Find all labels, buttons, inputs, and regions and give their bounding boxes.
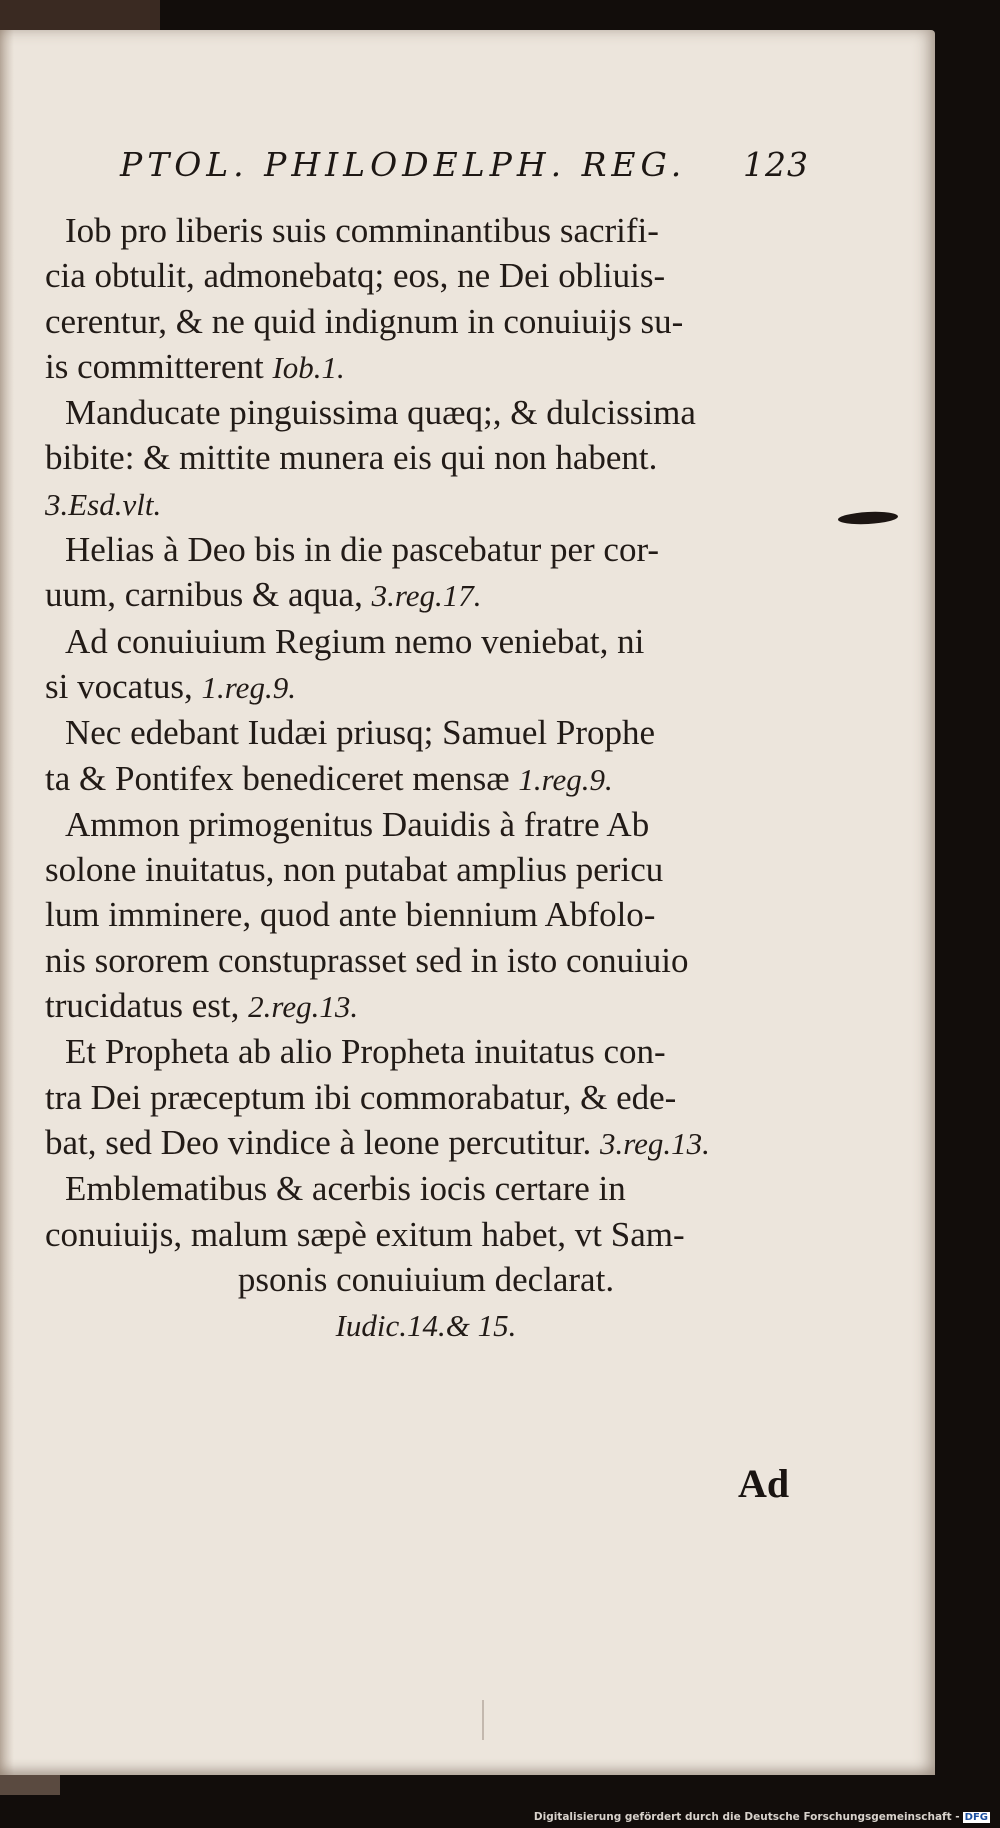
text-line xyxy=(45,710,807,755)
scripture-reference: 3.reg.17. xyxy=(371,578,482,614)
text-line xyxy=(45,1075,807,1120)
line-text: lum imminere, quod ante biennium Abfolo- xyxy=(45,895,656,935)
text-line xyxy=(45,1212,807,1257)
credit-text: Digitalisierung gefördert durch die Deutsche Forschungsgemeinschaft - xyxy=(533,1811,960,1823)
text-line xyxy=(45,481,807,527)
scripture-reference: 3.reg.13. xyxy=(599,1125,710,1161)
line-text: solone inuitatus, non putabat amplius pericu xyxy=(45,850,664,890)
text-line xyxy=(45,938,807,983)
scripture-reference: Iob.1. xyxy=(272,349,345,385)
line-text: Ammon primogenitus Dauidis à fratre Ab xyxy=(65,804,650,844)
line-text: Helias à Deo bis in die pascebatur per cor- xyxy=(65,530,660,570)
catchword: Ad xyxy=(738,1461,790,1506)
scripture-reference: Iudic.14.& 15. xyxy=(335,1308,517,1344)
line-text: Emblematibus & acerbis iocis certare in xyxy=(65,1169,626,1209)
body-text xyxy=(45,208,807,1348)
page-number: 123 xyxy=(743,145,809,184)
text-line xyxy=(45,983,807,1029)
text-line xyxy=(45,1166,807,1211)
scripture-reference: 2.reg.13. xyxy=(248,989,359,1025)
text-line xyxy=(45,802,807,847)
text-line xyxy=(45,1302,807,1348)
line-text: tra Dei præceptum ibi commorabatur, & ede- xyxy=(45,1077,677,1117)
text-line xyxy=(45,208,807,253)
line-text: bat, sed Deo vindice à leone percutitur. xyxy=(45,1122,600,1162)
line-text: Manducate pinguissima quæq;, & dulcissima xyxy=(65,393,696,433)
text-line xyxy=(45,892,807,937)
line-text: Nec edebant Iudæi priusq; Samuel Prophe xyxy=(65,713,656,753)
text-line xyxy=(45,619,807,664)
line-text: Iob pro liberis suis comminantibus sacrifi- xyxy=(65,211,659,250)
text-line xyxy=(45,1120,807,1166)
scripture-reference: 1.reg.9. xyxy=(518,761,613,797)
text-line xyxy=(45,527,807,572)
text-line xyxy=(45,1257,807,1302)
line-text: psonis conuiuium declarat. xyxy=(237,1259,615,1299)
line-text: trucidatus est, xyxy=(45,986,249,1026)
running-head xyxy=(120,145,820,184)
text-line xyxy=(45,756,807,802)
text-line xyxy=(45,344,807,390)
line-text: nis sororem constuprasset sed in isto conuiuio xyxy=(45,940,689,980)
digitization-credit xyxy=(534,1811,990,1823)
text-line xyxy=(45,299,807,344)
line-text: is committerent xyxy=(45,346,273,386)
line-text: ta & Pontifex benediceret mensæ xyxy=(45,758,519,798)
text-line xyxy=(45,847,807,892)
scripture-reference: 1.reg.9. xyxy=(201,669,296,705)
text-line xyxy=(45,390,807,435)
line-text: uum, carnibus & aqua, xyxy=(45,575,372,615)
text-line xyxy=(45,664,807,710)
text-line xyxy=(45,1029,807,1074)
text-line xyxy=(45,435,807,480)
line-text: cerentur, & ne quid indignum in conuiuijs su- xyxy=(45,301,684,341)
text-line xyxy=(45,572,807,618)
line-text: bibite: & mittite munera eis qui non habent. xyxy=(45,438,658,478)
dfg-logo: DFG xyxy=(964,1812,988,1823)
running-head-title: PTOL. PHILODELPH. REG. xyxy=(120,145,687,184)
line-text: Ad conuiuium Regium nemo veniebat, ni xyxy=(65,621,645,661)
page-gutter-shadow xyxy=(0,30,14,1775)
line-text: si vocatus, xyxy=(45,666,202,706)
page-crease xyxy=(482,1700,484,1740)
scripture-reference: 3.Esd.vlt. xyxy=(45,486,162,522)
text-line xyxy=(45,253,807,298)
line-text: Et Propheta ab alio Propheta inuitatus con- xyxy=(65,1032,666,1072)
line-text: cia obtulit, admonebatq; eos, ne Dei obliuis- xyxy=(45,256,666,296)
line-text: conuiuijs, malum sæpè exitum habet, vt Sam- xyxy=(45,1214,685,1254)
